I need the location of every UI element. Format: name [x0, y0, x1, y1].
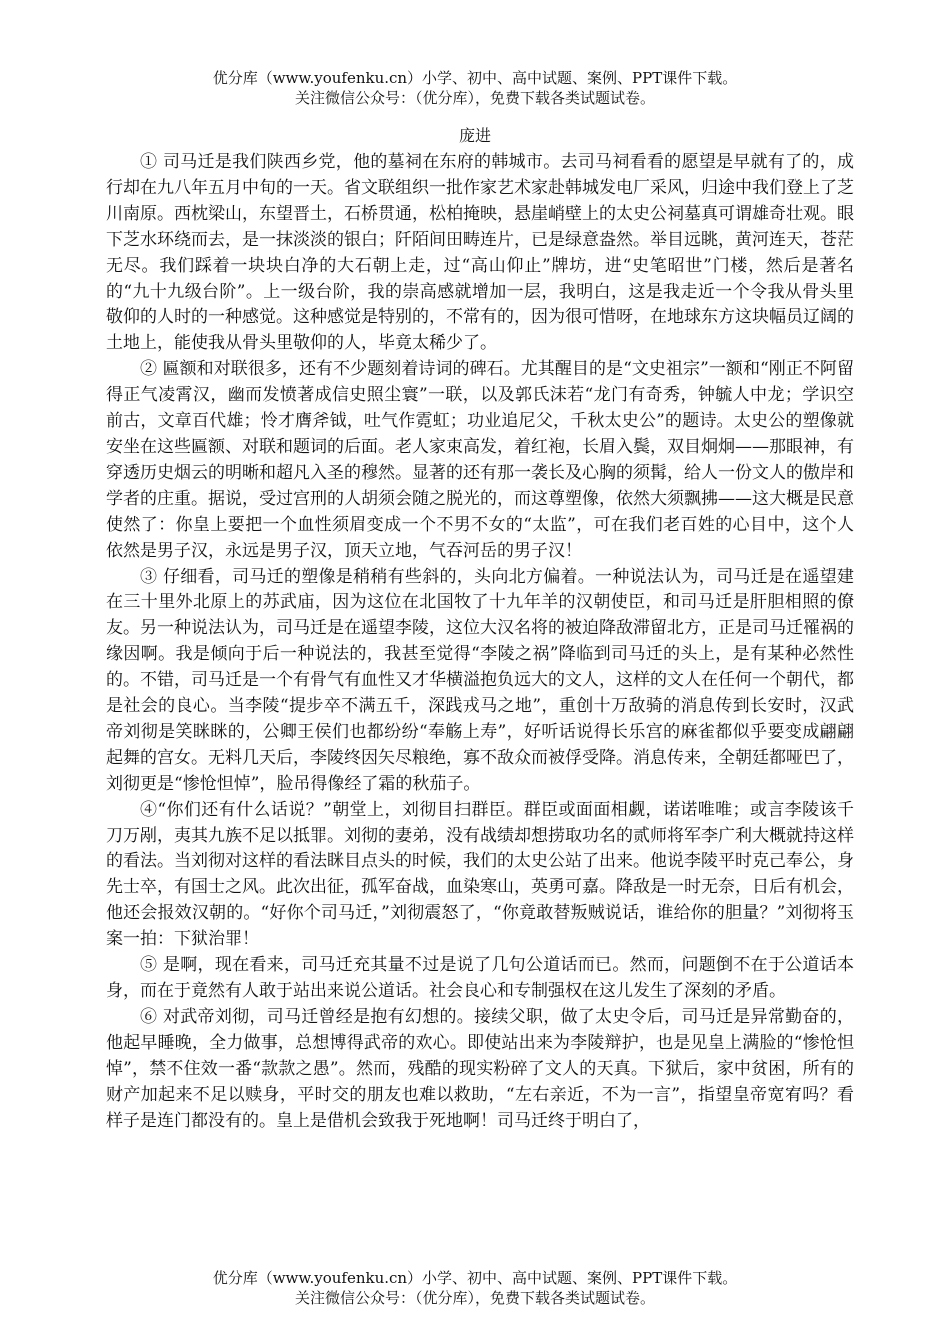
footer-line-site: 优分库（www.youfenku.cn）小学、初中、高中试题、案例、PPT课件下载。: [212, 1269, 738, 1287]
article-body: [106, 150, 854, 1134]
paragraph-4: ④“你们还有什么话说？”朝堂上，刘彻目扫群臣。群臣或面面相觑，诺诺唯唯；或言李陵该千刀万剐，夷其九族不足以抵罪。刘彻的妻弟，没有战绩却想捞取功名的贰师将军李广利大概就持这样的看法。当刘彻对这样的看法眯目点头的时候，我们的太史公站了出来。他说李陵平时克己奉公，身先士卒，有国士之风。此次出征，孤军奋战，血染寒山，英勇可嘉。降敌是一时无奈，日后有机会，他还会报效汉朝的。“好你个司马迁，”刘彻震怒了，“你竟敢替叛贼说话，谁给你的胆量？”刘彻将玉案一拍：下狱治罪！: [106, 799, 854, 950]
paragraph-6: ⑥ 对武帝刘彻，司马迁曾经是抱有幻想的。接续父职，做了太史令后，司马迁是异常勤奋的，他起早睡晚，全力做事，总想博得武帝的欢心。即使站出来为李陵辩护，也是见皇上满脸的“惨怆怛悼”，禁不住效一番“款款之愚”。然而，残酷的现实粉碎了文人的天真。下狱后，家中贫困，所有的财产加起来不足以赎身，平时交的朋友也难以救助，“左右亲近，不为一言”，指望皇帝宽宥吗？看样子是连门都没有的。皇上是借机会致我于死地啊！司马迁终于明白了，: [106, 1006, 854, 1131]
header-line-site: 优分库（www.youfenku.cn）小学、初中、高中试题、案例、PPT课件下载。: [212, 69, 738, 87]
page-header: [0, 68, 950, 108]
paragraph-2: ② 匾额和对联很多，还有不少题刻着诗词的碑石。尤其醒目的是“文史祖宗”一额和“刚正不阿留得正气凌霄汉，幽而发愤著成信史照尘寰”一联，以及郭氏沫若“龙门有奇秀，钟毓人中龙；学识空前古，文章百代雄；怜才膺斧钺，吐气作霓虹；功业追尼父，千秋太史公”的题诗。太史公的塑像就安坐在这些匾额、对联和题词的后面。老人家束高发，着红袍，长眉入鬓，双目炯炯——那眼神，有穿透历史烟云的明晰和超凡入圣的穆然。显著的还有那一袭长及心胸的须髯，给人一份文人的傲岸和学者的庄重。据说，受过宫刑的人胡须会随之脱光的，而这尊塑像，依然大须飘拂——这大概是民意使然了：你皇上要把一个血性须眉变成一个不男不女的“太监”，可在我们老百姓的心目中，这个人依然是男子汉，永远是男子汉，顶天立地，气吞河岳的男子汉！: [106, 359, 854, 561]
header-line-wechat: 关注微信公众号：（优分库），免费下载各类试题试卷。: [294, 89, 655, 107]
paragraph-5: ⑤ 是啊，现在看来，司马迁充其量不过是说了几句公道话而已。然而，问题倒不在于公道话本身，而在于竟然有人敢于站出来说公道话。社会良心和专制强权在这儿发生了深刻的矛盾。: [106, 955, 854, 1001]
footer-line-wechat: 关注微信公众号：（优分库），免费下载各类试题试卷。: [294, 1289, 655, 1307]
paragraph-3: ③ 仔细看，司马迁的塑像是稍稍有些斜的，头向北方偏着。一种说法认为，司马迁是在遥望建在三十里外北原上的苏武庙，因为这位在北国牧了十九年羊的汉朝使臣，和司马迁是肝胆相照的僚友。另一种说法认为，司马迁是在遥望李陵，这位大汉名将的被迫降敌滞留北方，正是司马迁罹祸的缘因啊。我是倾向于后一种说法的，我甚至觉得“李陵之祸”降临到司马迁的头上，是有某种必然性的。不错，司马迁是一个有骨气有血性又才华横溢抱负远大的文人，这样的文人在任何一个朝代，都是社会的良心。当李陵“提步卒不满五千，深践戎马之地”，重创十万敌骑的消息传到长安时，汉武帝刘彻是笑眯眯的，公卿王侯们也都纷纷“奉觞上寿”，好听话说得长乐宫的麻雀都似乎要变成翩翩起舞的宫女。无料几天后，李陵终因矢尽粮绝，寡不敌众而被俘受降。消息传来，全朝廷都哑巴了，刘彻更是“惨怆怛悼”，脸吊得像经了霜的秋茄子。: [106, 566, 854, 794]
page-footer: [0, 1268, 950, 1308]
paragraph-1: ① 司马迁是我们陕西乡党，他的墓祠在东府的韩城市。去司马祠看看的愿望是早就有了的，成行却在九八年五月中旬的一天。省文联组织一批作家艺术家赴韩城发电厂采风，归途中我们登上了芝川南原。西枕梁山，东望晋土，石桥贯通，松柏掩映，悬崖峭壁上的太史公祠墓真可谓雄奇壮观。眼下芝水环绕而去，是一抹淡淡的银白；阡陌间田畴连片，已是绿意盎然。举目远眺，黄河连天，苍茫无尽。我们踩着一块块白净的大石朝上走，过“高山仰止”牌坊，进“史笔昭世”门楼，然后是著名的“九十九级台阶”。上一级台阶，我的崇高感就增加一层，我明白，这是我走近一个令我从骨头里敬仰的人时的一种感觉。这种感觉是特别的，不常有的，因为很可惜呀，在地球东方这块幅员辽阔的土地上，能使我从骨头里敬仰的人，毕竟太稀少了。: [106, 152, 854, 354]
article-author: 庞进: [458, 126, 491, 145]
